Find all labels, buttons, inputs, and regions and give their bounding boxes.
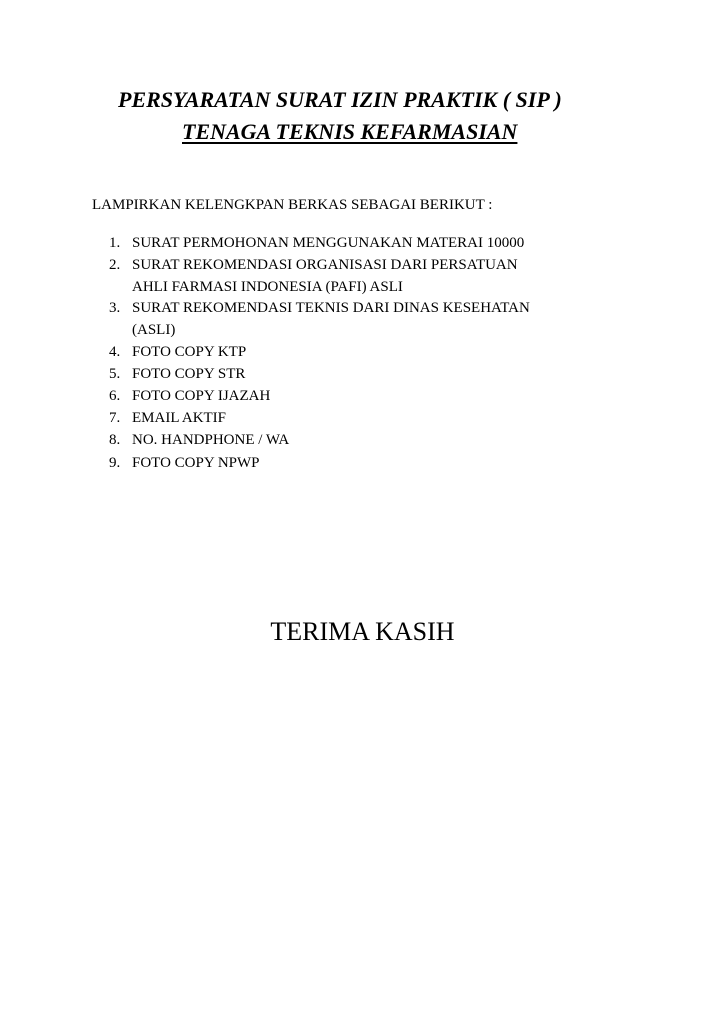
list-item-text-continuation: (ASLI): [132, 322, 176, 338]
list-item-number: 9.: [109, 455, 121, 471]
list-item-text-continuation: AHLI FARMASI INDONESIA (PAFI) ASLI: [132, 279, 403, 295]
list-item-text: SURAT REKOMENDASI ORGANISASI DARI PERSATUAN: [132, 257, 518, 273]
list-item-text: FOTO COPY NPWP: [132, 455, 260, 471]
list-item-number: 5.: [109, 366, 121, 382]
list-item-text: SURAT REKOMENDASI TEKNIS DARI DINAS KESEHATAN: [132, 300, 530, 316]
list-item-number: 8.: [109, 432, 121, 448]
list-item-number: 3.: [109, 300, 121, 316]
list-item-text: NO. HANDPHONE / WA: [132, 432, 290, 448]
list-item-number: 2.: [109, 257, 121, 273]
closing-text: TERIMA KASIH: [270, 617, 455, 646]
list-item-text: EMAIL AKTIF: [132, 410, 227, 426]
list-item-text: FOTO COPY KTP: [132, 344, 247, 360]
list-item-text: FOTO COPY IJAZAH: [132, 388, 271, 404]
list-item-text: SURAT PERMOHONAN MENGGUNAKAN MATERAI 10000: [132, 235, 525, 251]
list-item-number: 4.: [109, 344, 121, 360]
list-item-number: 7.: [109, 410, 121, 426]
list-item-number: 6.: [109, 388, 121, 404]
document-title-line-1: PERSYARATAN SURAT IZIN PRAKTIK ( SIP ): [118, 87, 562, 112]
list-item-number: 1.: [109, 235, 121, 251]
document-title-line-2: TENAGA TEKNIS KEFARMASIAN: [182, 119, 518, 144]
list-item-text: FOTO COPY STR: [132, 366, 246, 382]
intro-text: LAMPIRKAN KELENGKPAN BERKAS SEBAGAI BERIKUT :: [92, 197, 493, 213]
